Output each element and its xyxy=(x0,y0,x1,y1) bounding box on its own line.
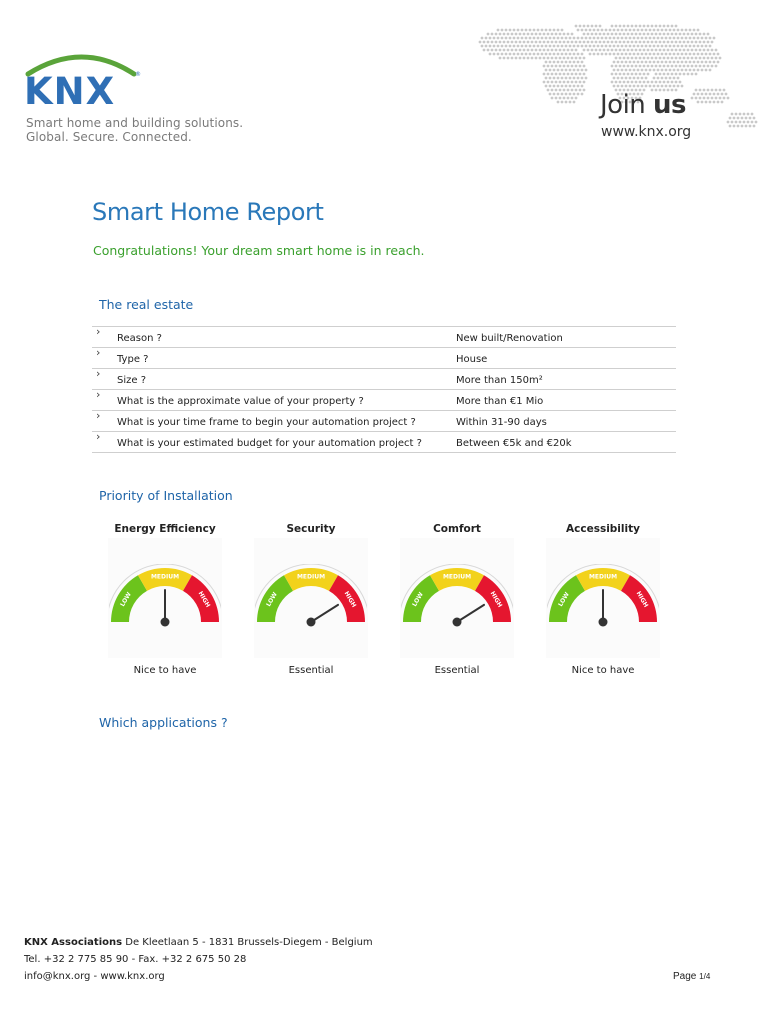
gauge-scale-label: MEDIUM xyxy=(442,573,472,581)
chevron-right-icon: › xyxy=(96,430,101,443)
chevron-right-icon: › xyxy=(96,325,101,338)
answer-cell: More than €1 Mio xyxy=(456,396,544,407)
gauge-scale-label: MEDIUM xyxy=(296,573,326,581)
answer-cell: Within 31-90 days xyxy=(456,417,547,428)
logo-wordmark: KNX xyxy=(24,70,116,112)
report-title: Smart Home Report xyxy=(92,198,324,226)
gauge-scale-label: HIGH xyxy=(196,590,212,609)
answer-cell: More than 150m² xyxy=(456,375,543,386)
priority-heading: Priority of Installation xyxy=(99,488,233,503)
gauge-comfort xyxy=(392,520,522,680)
question-cell: Reason ? xyxy=(117,333,162,344)
gauge-title: Comfort xyxy=(433,523,481,535)
answer-cell: House xyxy=(456,354,488,365)
gauge-label: Essential xyxy=(434,665,480,676)
logo-tagline xyxy=(26,116,243,144)
gauge-scale-label: LOW xyxy=(557,591,571,608)
gauge-title: Accessibility xyxy=(566,523,640,535)
table-row[interactable] xyxy=(92,431,676,453)
chevron-right-icon: › xyxy=(96,388,101,401)
chevron-right-icon: › xyxy=(96,346,101,359)
page-label: Page xyxy=(673,971,700,982)
gauge-scale-label: LOW xyxy=(411,591,425,608)
gauge-hub xyxy=(453,618,462,627)
gauge-hub xyxy=(161,618,170,627)
table-row[interactable] xyxy=(92,389,676,410)
priority-gauge xyxy=(109,564,221,634)
footer-contact[interactable]: info@knx.org - www.knx.org xyxy=(24,971,165,982)
footer-address: De Kleetlaan 5 - 1831 Brussels-Diegem - Belgium xyxy=(122,937,373,948)
table-row[interactable] xyxy=(92,368,676,389)
question-cell: What is the approximate value of your property ? xyxy=(117,396,364,407)
header-url[interactable]: www.knx.org xyxy=(601,124,692,140)
gauge-label: Nice to have xyxy=(571,665,635,676)
priority-gauge xyxy=(255,564,367,634)
real-estate-heading: The real estate xyxy=(99,297,194,312)
gauge-energy-efficiency xyxy=(100,520,230,680)
gauge-scale-label: MEDIUM xyxy=(588,573,618,581)
gauge-scale-label: MEDIUM xyxy=(150,573,180,581)
priority-gauge xyxy=(547,564,659,634)
gauge-security xyxy=(246,520,376,680)
table-row[interactable] xyxy=(92,347,676,368)
footer-org: KNX Associations xyxy=(24,937,123,948)
footer-phone: Tel. +32 2 775 85 90 - Fax. +32 2 675 50 28 xyxy=(24,954,247,965)
answer-cell: New built/Renovation xyxy=(456,333,563,344)
report-subtitle: Congratulations! Your dream smart home is in reach. xyxy=(93,243,425,258)
tagline-line-1: Smart home and building solutions. xyxy=(26,116,244,130)
gauge-title: Energy Efficiency xyxy=(114,523,216,535)
knx-logo-mark xyxy=(24,52,154,112)
question-cell: Size ? xyxy=(117,375,147,386)
priority-gauge xyxy=(401,564,513,634)
footer-address-line xyxy=(24,934,373,951)
real-estate-table xyxy=(92,326,676,453)
gauge-needle xyxy=(311,605,338,622)
answer-cell: Between €5k and €20k xyxy=(456,438,572,449)
gauge-hub xyxy=(307,618,316,627)
join-us-slogan xyxy=(600,90,686,120)
chevron-right-icon: › xyxy=(96,367,101,380)
footer xyxy=(24,934,373,985)
page-value: 1/4 xyxy=(699,972,711,981)
gauge-scale-label: LOW xyxy=(265,591,279,608)
join-prefix: Join xyxy=(600,90,654,120)
table-row[interactable] xyxy=(92,326,676,347)
gauge-hub xyxy=(599,618,608,627)
chevron-right-icon: › xyxy=(96,409,101,422)
question-cell: What is your time frame to begin your automation project ? xyxy=(117,417,416,428)
applications-heading: Which applications ? xyxy=(99,715,228,730)
gauge-scale-label: LOW xyxy=(119,591,133,608)
question-cell: Type ? xyxy=(117,354,149,365)
gauge-accessibility xyxy=(538,520,668,680)
knx-logo xyxy=(24,52,254,152)
gauge-title: Security xyxy=(286,523,336,535)
tagline-line-2: Global. Secure. Connected. xyxy=(26,130,192,144)
question-cell: What is your estimated budget for your automation project ? xyxy=(117,438,422,449)
page-number xyxy=(673,971,710,982)
gauge-label: Essential xyxy=(288,665,334,676)
gauge-needle xyxy=(457,605,484,622)
gauge-label: Nice to have xyxy=(133,665,197,676)
gauge-scale-label: HIGH xyxy=(488,590,504,609)
gauge-scale-label: HIGH xyxy=(342,590,358,609)
join-bold: us xyxy=(653,90,687,120)
svg-text:®: ® xyxy=(135,71,141,78)
gauge-scale-label: HIGH xyxy=(634,590,650,609)
table-row[interactable] xyxy=(92,410,676,431)
